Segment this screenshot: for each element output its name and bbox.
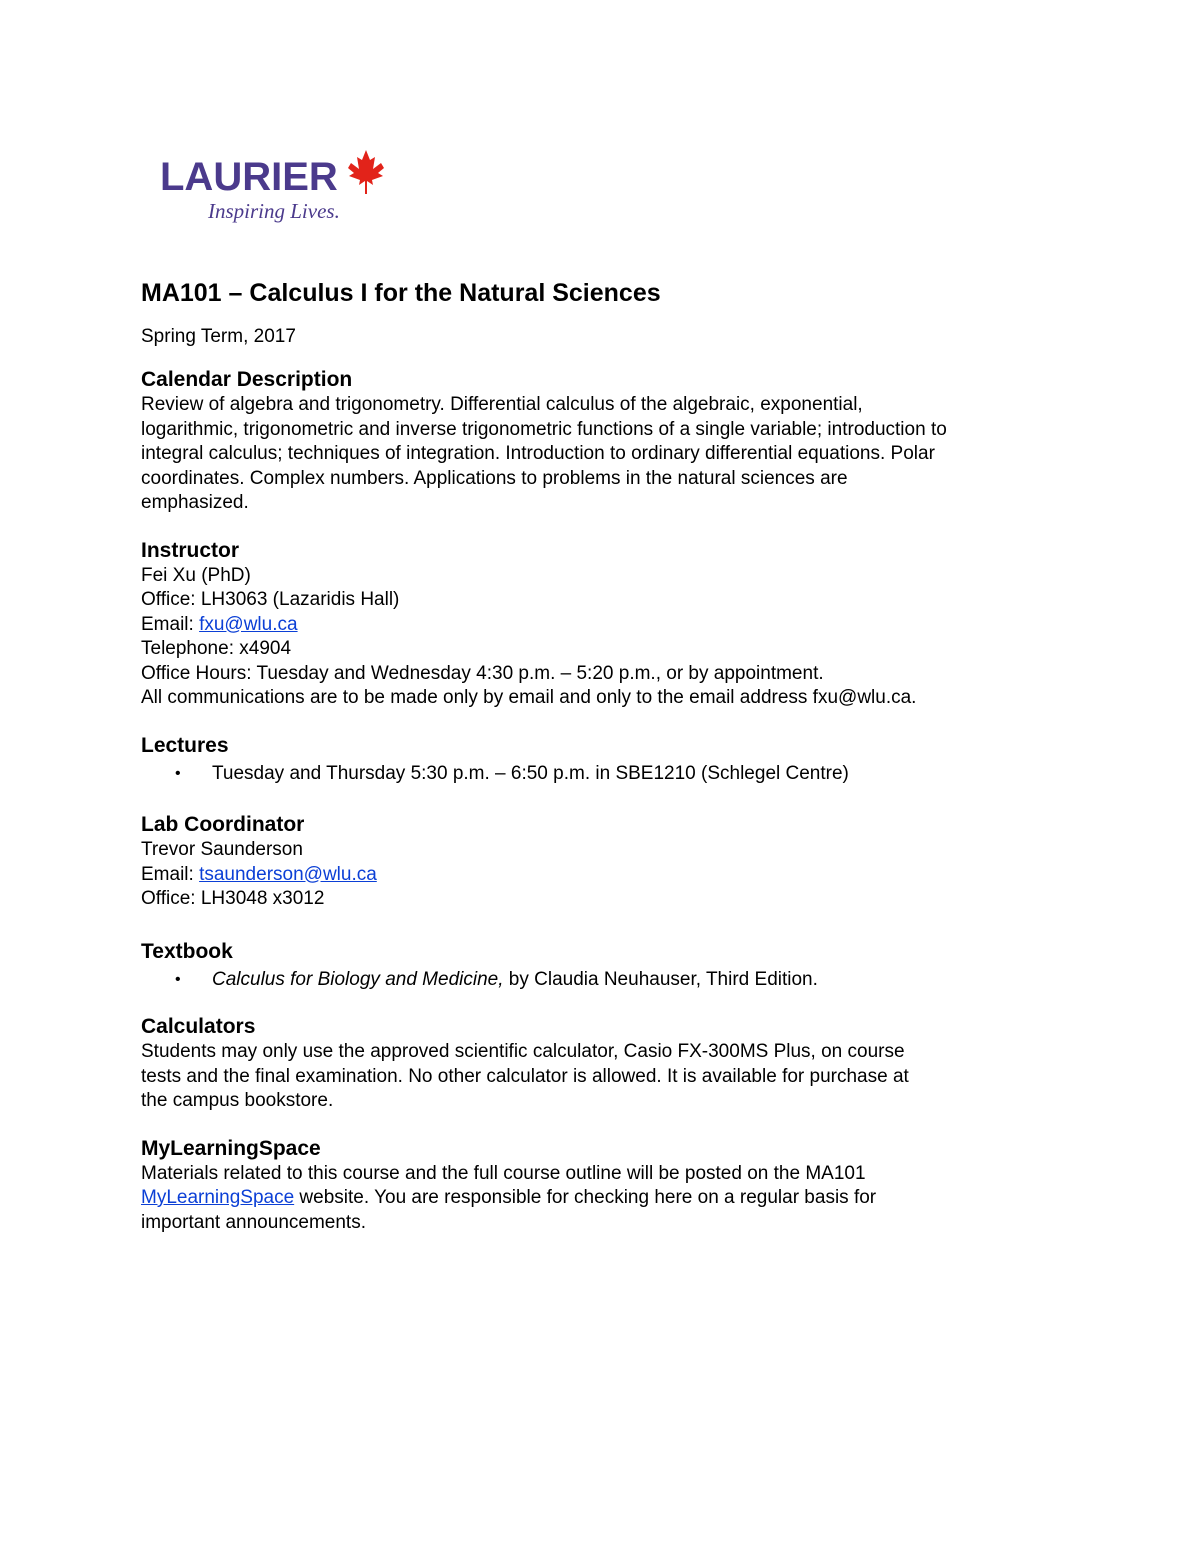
- calendar-line: Review of algebra and trigonometry. Differential calculus of the algebraic, exponential,: [141, 394, 863, 415]
- calendar-heading: Calendar Description: [141, 368, 353, 391]
- instructor-email-row: [141, 613, 1071, 638]
- lab-details: [141, 838, 1071, 912]
- lab-section: [141, 812, 1071, 912]
- course-title: MA101 – Calculus I for the Natural Sciences: [141, 279, 661, 307]
- calculators-section: [141, 1014, 1071, 1114]
- instructor-office: Office: LH3063 (Lazaridis Hall): [141, 589, 400, 610]
- instructor-phone: Telephone: x4904: [141, 638, 292, 659]
- mls-line: Materials related to this course and the full course outline will be posted on the MA101: [141, 1162, 866, 1184]
- instructor-section: [141, 538, 1071, 711]
- lab-email-link[interactable]: tsaunderson@wlu.ca: [199, 863, 377, 885]
- list-item: • Tuesday and Thursday 5:30 p.m. – 6:50 p.m. in SBE1210 (Schlegel Centre): [141, 762, 1071, 787]
- mls-line: important announcements.: [141, 1211, 366, 1233]
- calendar-line: coordinates. Complex numbers. Applications to problems in the natural sciences are: [141, 467, 848, 489]
- calculators-text: [141, 1040, 1071, 1114]
- lab-office: Office: LH3048 x3012: [141, 888, 325, 909]
- mls-heading: MyLearningSpace: [141, 1136, 321, 1160]
- document-body: [141, 278, 1071, 1235]
- calendar-line: logarithmic, trigonometric and inverse trigonometric functions of a single variable; introduction to: [141, 418, 947, 440]
- instructor-heading: Instructor: [141, 538, 240, 562]
- calendar-line: integral calculus; techniques of integration. Introduction to ordinary differential equations. Polar: [141, 443, 935, 464]
- calendar-description: [141, 393, 1071, 516]
- mylearningspace-link[interactable]: MyLearningSpace: [141, 1187, 295, 1208]
- textbook-list: [141, 968, 1071, 993]
- instructor-note: All communications are to be made only by email and only to the email address fxu@wlu.ca.: [141, 687, 917, 708]
- calculators-line: tests and the final examination. No other calculator is allowed. It is available for purchase at: [141, 1065, 909, 1087]
- lab-heading: Lab Coordinator: [141, 813, 305, 836]
- instructor-email-link[interactable]: fxu@wlu.ca: [199, 613, 298, 635]
- email-label: Email:: [141, 863, 200, 885]
- logo-wordmark: LAURIER: [160, 155, 338, 199]
- lectures-section: [141, 733, 1071, 787]
- book-details: by Claudia Neuhauser, Third Edition.: [503, 968, 818, 990]
- email-label: Email:: [141, 613, 200, 635]
- lab-email-row: [141, 863, 1071, 888]
- lectures-list: [141, 762, 1071, 787]
- mls-line: [141, 1186, 1071, 1211]
- textbook-heading: Textbook: [141, 939, 233, 963]
- term: Spring Term, 2017: [141, 326, 296, 347]
- instructor-name: Fei Xu (PhD): [141, 564, 251, 586]
- maple-leaf-icon: [348, 150, 384, 194]
- calculators-line: Students may only use the approved scientific calculator, Casio FX-300MS Plus, on course: [141, 1041, 905, 1062]
- list-item: [141, 968, 1071, 993]
- mls-section: [141, 1136, 1071, 1236]
- calendar-section: [141, 367, 1071, 516]
- instructor-hours: Office Hours: Tuesday and Wednesday 4:30 p.m. – 5:20 p.m., or by appointment.: [141, 662, 824, 684]
- lab-name: Trevor Saunderson: [141, 839, 303, 860]
- textbook-section: [141, 939, 1071, 993]
- book-title: Calculus for Biology and Medicine,: [212, 968, 504, 990]
- mls-text: [141, 1162, 1071, 1236]
- calendar-line: emphasized.: [141, 492, 249, 513]
- lectures-heading: Lectures: [141, 733, 229, 757]
- instructor-details: [141, 564, 1071, 711]
- calculators-heading: Calculators: [141, 1015, 256, 1038]
- calculators-line: the campus bookstore.: [141, 1090, 334, 1111]
- logo-tagline: Inspiring Lives.: [208, 199, 340, 223]
- laurier-logo: [160, 148, 390, 228]
- mls-line-rest: website. You are responsible for checking here on a regular basis for: [294, 1187, 877, 1208]
